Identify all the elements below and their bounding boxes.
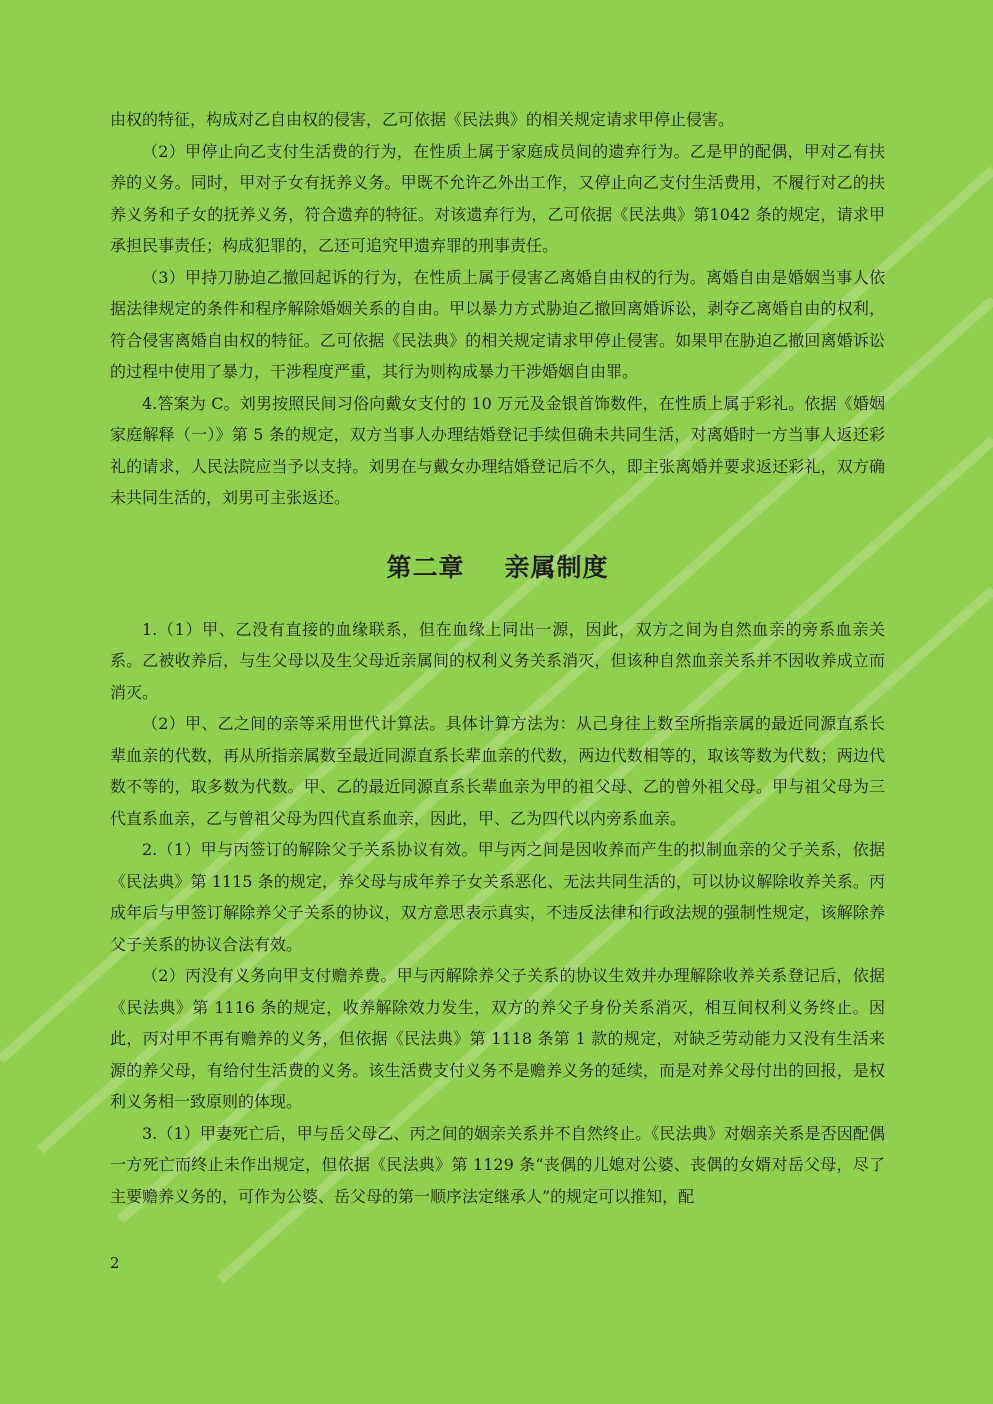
- paragraph: （2）甲停止向乙支付生活费的行为，在性质上属于家庭成员间的遗弃行为。乙是甲的配偶，甲对乙有扶养的义务。同时，甲对子女有抚养义务。甲既不允许乙外出工作，又停止向乙支付生活费用，不履行对乙的扶养义务和子女的抚养义务，符合遗弃的特征。对该遗弃行为，乙可依据《民法典》第1042 条的规定，请求甲承担民事责任；构成犯罪的，乙还可追究甲遗弃罪的刑事责任。: [110, 141, 885, 255]
- chapter-title: 亲属制度: [504, 552, 609, 582]
- paragraph: 1.（1）甲、乙没有直接的血缘联系，但在血缘上同出一源，因此，双方之间为自然血亲的旁系血亲关系。乙被收养后，与生父母以及生父母近亲属间的权利义务关系消灭，但该种自然血亲关系并不因收养成立而消灭。: [110, 619, 885, 702]
- paragraph: 4.答案为 C。刘男按照民间习俗向戴女支付的 10 万元及金银首饰数件，在性质上属于彩礼。依据《婚姻家庭解释（一）》第 5 条的规定，双方当事人办理结婚登记手续但确未共同生活，对离婚时一方当事人返还彩礼的请求，人民法院应当予以支持。刘男在与戴女办理结婚登记后不久，即主张离婚并要求返还彩礼，双方确未共同生活的，刘男可主张返还。: [110, 393, 885, 507]
- paragraph: 2.（1）甲与丙签订的解除父子关系协议有效。甲与丙之间是因收养而产生的拟制血亲的父子关系，依据《民法典》第 1115 条的规定，养父母与成年养子女关系恶化、无法共同生活的，可以协议解除收养关系。丙成年后与甲签订解除养父子关系的协议，双方意思表示真实，不违反法律和行政法规的强制性规定，该解除养父子关系的协议合法有效。: [110, 840, 885, 954]
- paragraph: 由权的特征，构成对乙自由权的侵害，乙可依据《民法典》的相关规定请求甲停止侵害。: [110, 110, 735, 129]
- section-bottom: [110, 614, 885, 1213]
- paragraph: （2）丙没有义务向甲支付赡养费。甲与丙解除养父子关系的协议生效并办理解除收养关系登记后，依据《民法典》第 1116 条的规定，收养解除效力发生，双方的养父子身份关系消灭，相互间权利义务终止。因此，丙对甲不再有赡养的义务，但依据《民法典》第 1118 条第 1 款的规定，对缺乏劳动能力又没有生活来源的养父母，有给付生活费的义务。该生活费支付义务不是赡养义务的延续，而是对养父母付出的回报，是权利义务相一致原则的体现。: [110, 966, 885, 1111]
- paragraph: （2）甲、乙之间的亲等采用世代计算法。具体计算方法为：从己身往上数至所指亲属的最近同源直系长辈血亲的代数，再从所指亲属数至最近同源直系长辈血亲的代数，两边代数相等的，取该等数为代数；两边代数不等的，取多数为代数。甲、乙的最近同源直系长辈血亲为甲的祖父母、乙的曾外祖父母。甲与祖父母为三代直系血亲，乙与曾祖父母为四代直系血亲，因此，甲、乙为四代以内旁系血亲。: [110, 714, 885, 828]
- page-content: [110, 104, 885, 1212]
- page-number: 2: [110, 1254, 120, 1272]
- paragraph: 3.（1）甲妻死亡后，甲与岳父母乙、丙之间的姻亲关系并不自然终止。《民法典》对姻亲关系是否因配偶一方死亡而终止未作出规定，但依据《民法典》第 1129 条“丧偶的儿媳对公婆、丧偶的女婿对岳父母，尽了主要赡养义务的，可作为公婆、岳父母的第一顺序法定继承人”的规定可以推知，配: [110, 1123, 885, 1206]
- chapter-number: 第二章: [386, 552, 465, 582]
- chapter-heading: [110, 548, 885, 588]
- paragraph: （3）甲持刀胁迫乙撤回起诉的行为，在性质上属于侵害乙离婚自由权的行为。离婚自由是婚姻当事人依据法律规定的条件和程序解除婚姻关系的自由。甲以暴力方式胁迫乙撤回离婚诉讼，剥夺乙离婚自由的权利，符合侵害离婚自由权的特征。乙可依据《民法典》的相关规定请求甲停止侵害。如果甲在胁迫乙撤回离婚诉讼的过程中使用了暴力，干涉程度严重，其行为则构成暴力干涉婚姻自由罪。: [110, 267, 885, 381]
- section-top: [110, 104, 885, 514]
